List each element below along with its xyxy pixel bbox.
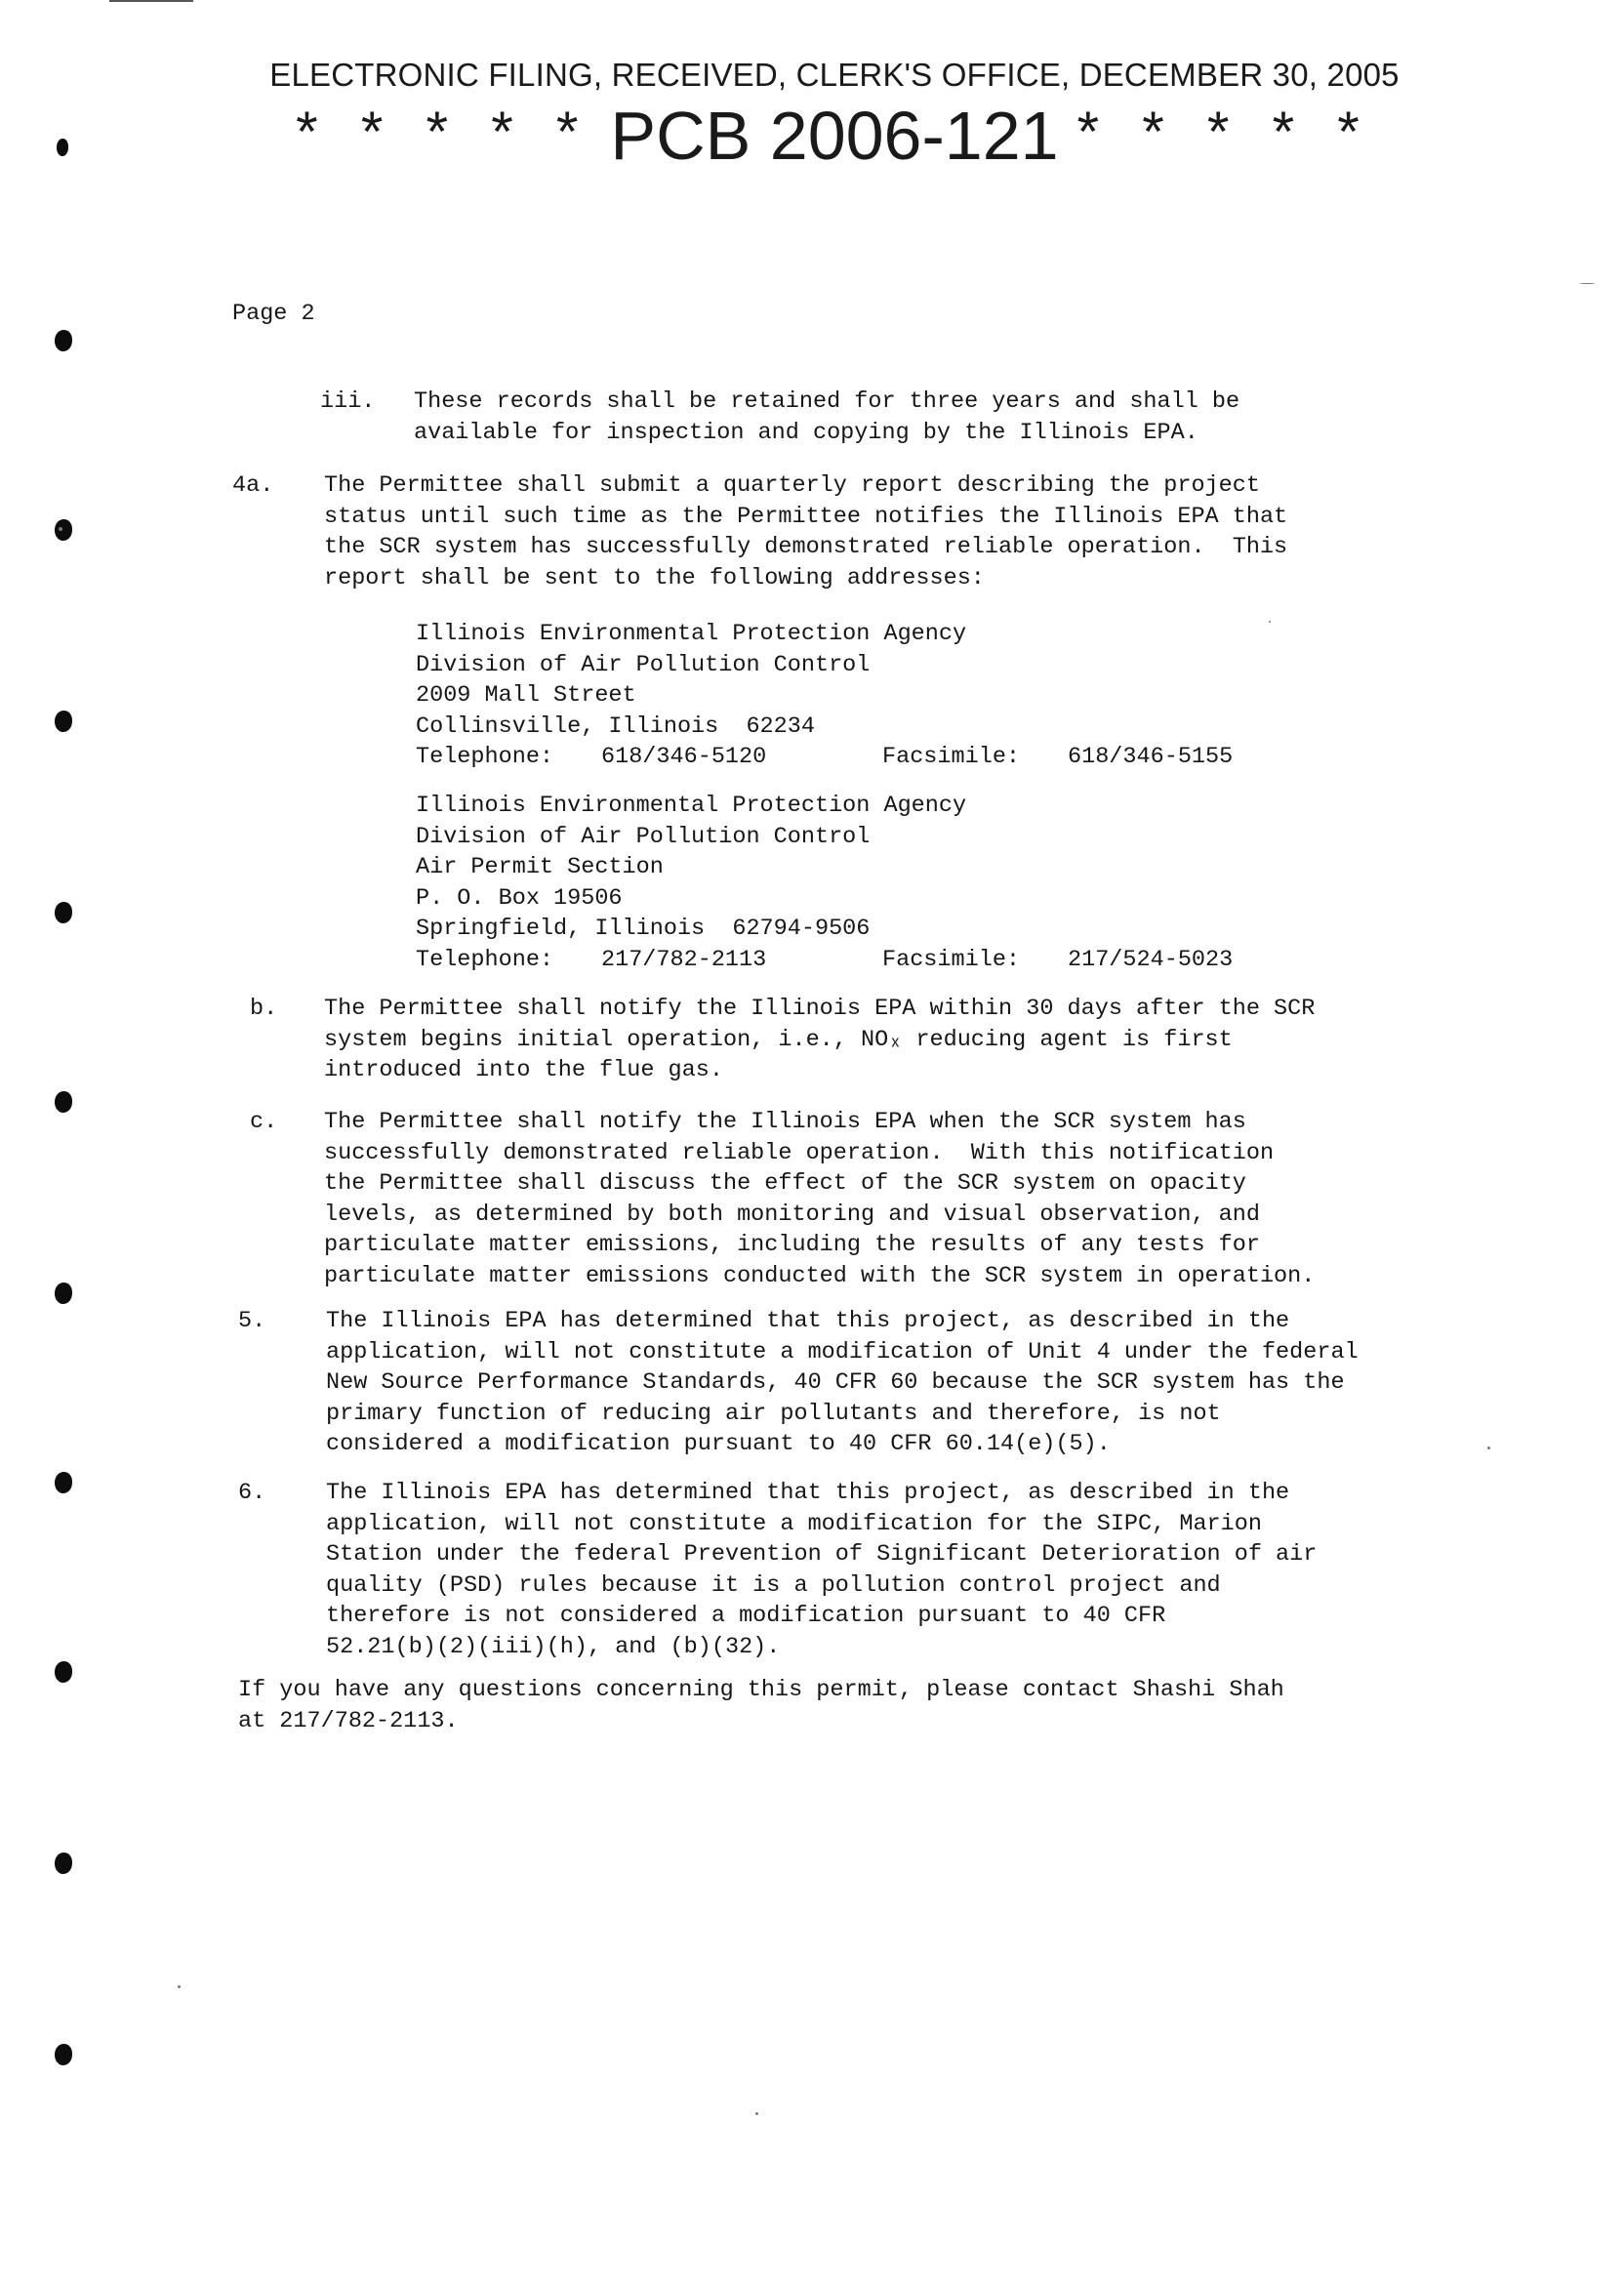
fax-label: Facsimile: (882, 744, 1021, 770)
scan-speck (755, 2112, 758, 2115)
punch-hole-mark (55, 330, 72, 351)
item-body-4a (324, 470, 1524, 593)
paragraph-line: The Permittee shall notify the Illinois EPA within 30 days after the SCR (324, 996, 1316, 1022)
paragraph-line: introduced into the flue gas. (324, 1057, 723, 1083)
paragraph-line: application, will not constitute a modification of Unit 4 under the federal (326, 1338, 1359, 1365)
stars-left: * * * * * (296, 101, 592, 164)
address-city: Collinsville, Illinois 62234 (416, 713, 815, 740)
paragraph-line: These records shall be retained for three years and shall be (414, 388, 1240, 415)
address-agency: Illinois Environmental Protection Agency (416, 793, 967, 819)
address-contact-line (416, 945, 1233, 976)
item-label-iii: iii. (320, 388, 376, 415)
item-body-6 (326, 1478, 1526, 1662)
punch-hole-mark (55, 711, 72, 732)
punch-hole-mark (55, 1853, 72, 1874)
filing-stamp: ELECTRONIC FILING, RECEIVED, CLERK'S OFFICE, DECEMBER 30, 2005 (269, 57, 1400, 93)
address-section: Air Permit Section (416, 854, 664, 880)
scan-edge-mark (109, 0, 193, 2)
address-contact-line (416, 742, 1233, 773)
item-label-4a: 4a. (232, 472, 274, 499)
telephone-number: 217/782-2113 (601, 946, 767, 973)
fax-number: 618/346-5155 (1068, 744, 1234, 770)
fax-label: Facsimile: (882, 946, 1021, 973)
item-body-c (324, 1107, 1524, 1291)
paragraph-line: the Permittee shall discuss the effect of the SCR system on opacity (324, 1170, 1246, 1197)
address-block-collinsville (416, 619, 1233, 773)
paragraph-line: 52.21(b)(2)(iii)(h), and (b)(32). (326, 1633, 781, 1660)
item-label-6: 6. (238, 1480, 266, 1506)
telephone-label: Telephone: (416, 946, 554, 973)
paragraph-line: New Source Performance Standards, 40 CFR 60 because the SCR system has the (326, 1369, 1345, 1396)
paragraph-line: therefore is not considered a modification pursuant to 40 CFR (326, 1603, 1166, 1629)
address-po-box: P. O. Box 19506 (416, 884, 623, 912)
paragraph-line: status until such time as the Permittee notifies the Illinois EPA that (324, 503, 1288, 530)
paragraph-line: particulate matter emissions conducted with the SCR system in operation. (324, 1262, 1316, 1289)
address-division: Division of Air Pollution Control (416, 651, 871, 678)
paragraph-line: The Permittee shall notify the Illinois EPA when the SCR system has (324, 1109, 1246, 1135)
paragraph-line: available for inspection and copying by the Illinois EPA. (414, 419, 1198, 446)
page-number-label: Page 2 (232, 301, 315, 327)
item-label-c: c. (250, 1109, 278, 1135)
punch-hole-mark (55, 519, 72, 541)
case-number-stamp (0, 94, 1624, 176)
punch-hole-mark (55, 1283, 72, 1304)
punch-hole-mark (55, 902, 72, 923)
paragraph-line: report shall be sent to the following addresses: (324, 564, 985, 591)
paragraph-line: application, will not constitute a modification for the SIPC, Marion (326, 1510, 1262, 1537)
item-label-5: 5. (238, 1308, 266, 1334)
item-body-5 (326, 1306, 1526, 1460)
paragraph-line: If you have any questions concerning this permit, please contact Shashi Shah (238, 1677, 1284, 1703)
punch-hole-mark (55, 1091, 72, 1113)
punch-hole-mark (55, 1661, 72, 1683)
address-city: Springfield, Illinois 62794-9506 (416, 916, 871, 942)
fax-number: 217/524-5023 (1068, 946, 1234, 973)
scan-speck (1579, 283, 1595, 284)
item-body-iii (414, 387, 1614, 448)
paragraph-line: particulate matter emissions, including the results of any tests for (324, 1232, 1260, 1258)
paragraph-line: system begins initial operation, i.e., NOₓ reducing agent is first (324, 1026, 1233, 1053)
telephone-label: Telephone: (416, 744, 554, 770)
stars-right: * * * * * (1076, 101, 1373, 164)
scan-speck (59, 527, 62, 531)
address-agency: Illinois Environmental Protection Agency (416, 621, 967, 647)
paragraph-line: at 217/782-2113. (238, 1707, 459, 1734)
paragraph-line: successfully demonstrated reliable operation. With this notification (324, 1139, 1275, 1166)
telephone-number: 618/346-5120 (601, 744, 767, 770)
paragraph-line: The Illinois EPA has determined that this project, as described in the (326, 1308, 1290, 1334)
item-label-b: b. (250, 996, 278, 1022)
paragraph-line: primary function of reducing air pollutants and therefore, is not (326, 1400, 1221, 1427)
paragraph-line: The Permittee shall submit a quarterly report describing the project (324, 472, 1260, 499)
punch-hole-mark (55, 1472, 72, 1493)
address-block-springfield (416, 791, 1233, 975)
punch-hole-mark (55, 2044, 72, 2065)
scan-speck (178, 1985, 181, 1988)
paragraph-line: Station under the federal Prevention of Significant Deterioration of air (326, 1541, 1318, 1568)
paragraph-line: levels, as determined by both monitoring and visual observation, and (324, 1201, 1260, 1228)
paragraph-line: The Illinois EPA has determined that this project, as described in the (326, 1480, 1290, 1506)
address-street: 2009 Mall Street (416, 682, 636, 709)
scan-speck (1269, 621, 1271, 623)
address-division: Division of Air Pollution Control (416, 823, 871, 850)
case-number: PCB 2006-121 (610, 98, 1059, 174)
paragraph-line: quality (PSD) rules because it is a pollution control project and (326, 1571, 1221, 1599)
item-body-b (324, 994, 1524, 1086)
closing-paragraph (238, 1675, 1507, 1736)
paragraph-line: the SCR system has successfully demonstrated reliable operation. This (324, 534, 1288, 560)
paragraph-line: considered a modification pursuant to 40 CFR 60.14(e)(5). (326, 1431, 1111, 1457)
